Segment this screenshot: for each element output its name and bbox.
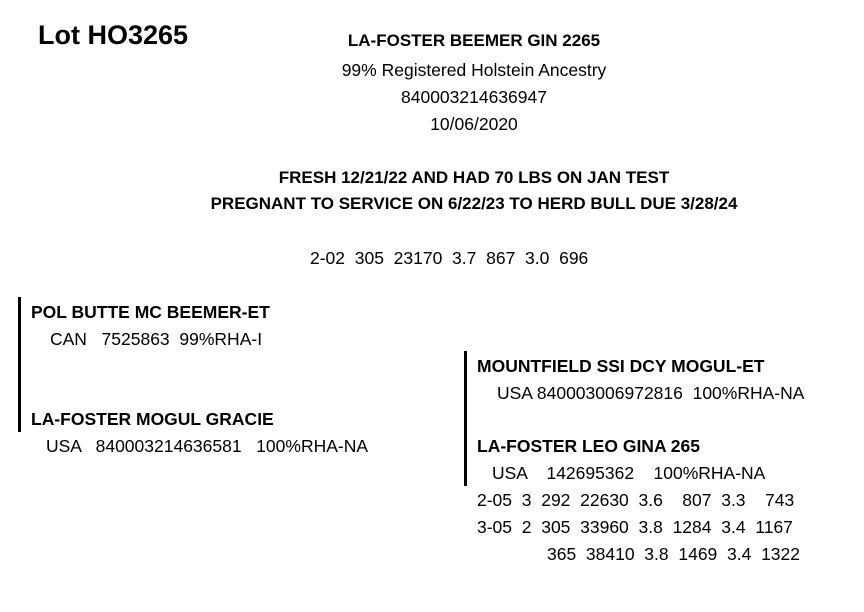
dam-name: LA-FOSTER MOGUL GRACIE [31, 409, 274, 429]
dam-sire-details: USA 840003006972816 100%RHA-NA [497, 383, 805, 403]
dam-details: USA 840003214636581 100%RHA-NA [46, 436, 369, 456]
dam-sire-name: MOUNTFIELD SSI DCY MOGUL-ET [477, 356, 765, 376]
dam-dam-details: USA 142695362 100%RHA-NA [492, 463, 766, 483]
animal-name: LA-FOSTER BEEMER GIN 2265 [347, 31, 601, 50]
dam-dam-record: 3-05 2 305 33960 3.8 1284 3.4 1167 [477, 517, 793, 537]
sire-name: POL BUTTE MC BEEMER-ET [31, 302, 270, 322]
fresh-note: FRESH 12/21/22 AND HAD 70 LBS ON JAN TEST [278, 168, 670, 187]
lot-number: Lot HO3265 [38, 20, 189, 50]
birth-date: 10/06/2020 [430, 114, 518, 134]
dam-pedigree-bracket [464, 351, 467, 486]
dam-dam-name: LA-FOSTER LEO GINA 265 [477, 436, 700, 456]
sire-details: CAN 7525863 99%RHA-I [50, 329, 263, 349]
ancestry: 99% Registered Holstein Ancestry [341, 60, 607, 80]
dam-dam-record: 2-05 3 292 22630 3.6 807 3.3 743 [477, 490, 795, 510]
animal-id: 840003214636947 [401, 87, 547, 107]
pregnancy-note: PREGNANT TO SERVICE ON 6/22/23 TO HERD BULL DUE 3/28/24 [210, 194, 738, 213]
pedigree-bracket [18, 297, 21, 432]
dam-dam-record: 365 38410 3.8 1469 3.4 1322 [547, 544, 800, 564]
production-record: 2-02 305 23170 3.7 867 3.0 696 [310, 248, 589, 268]
